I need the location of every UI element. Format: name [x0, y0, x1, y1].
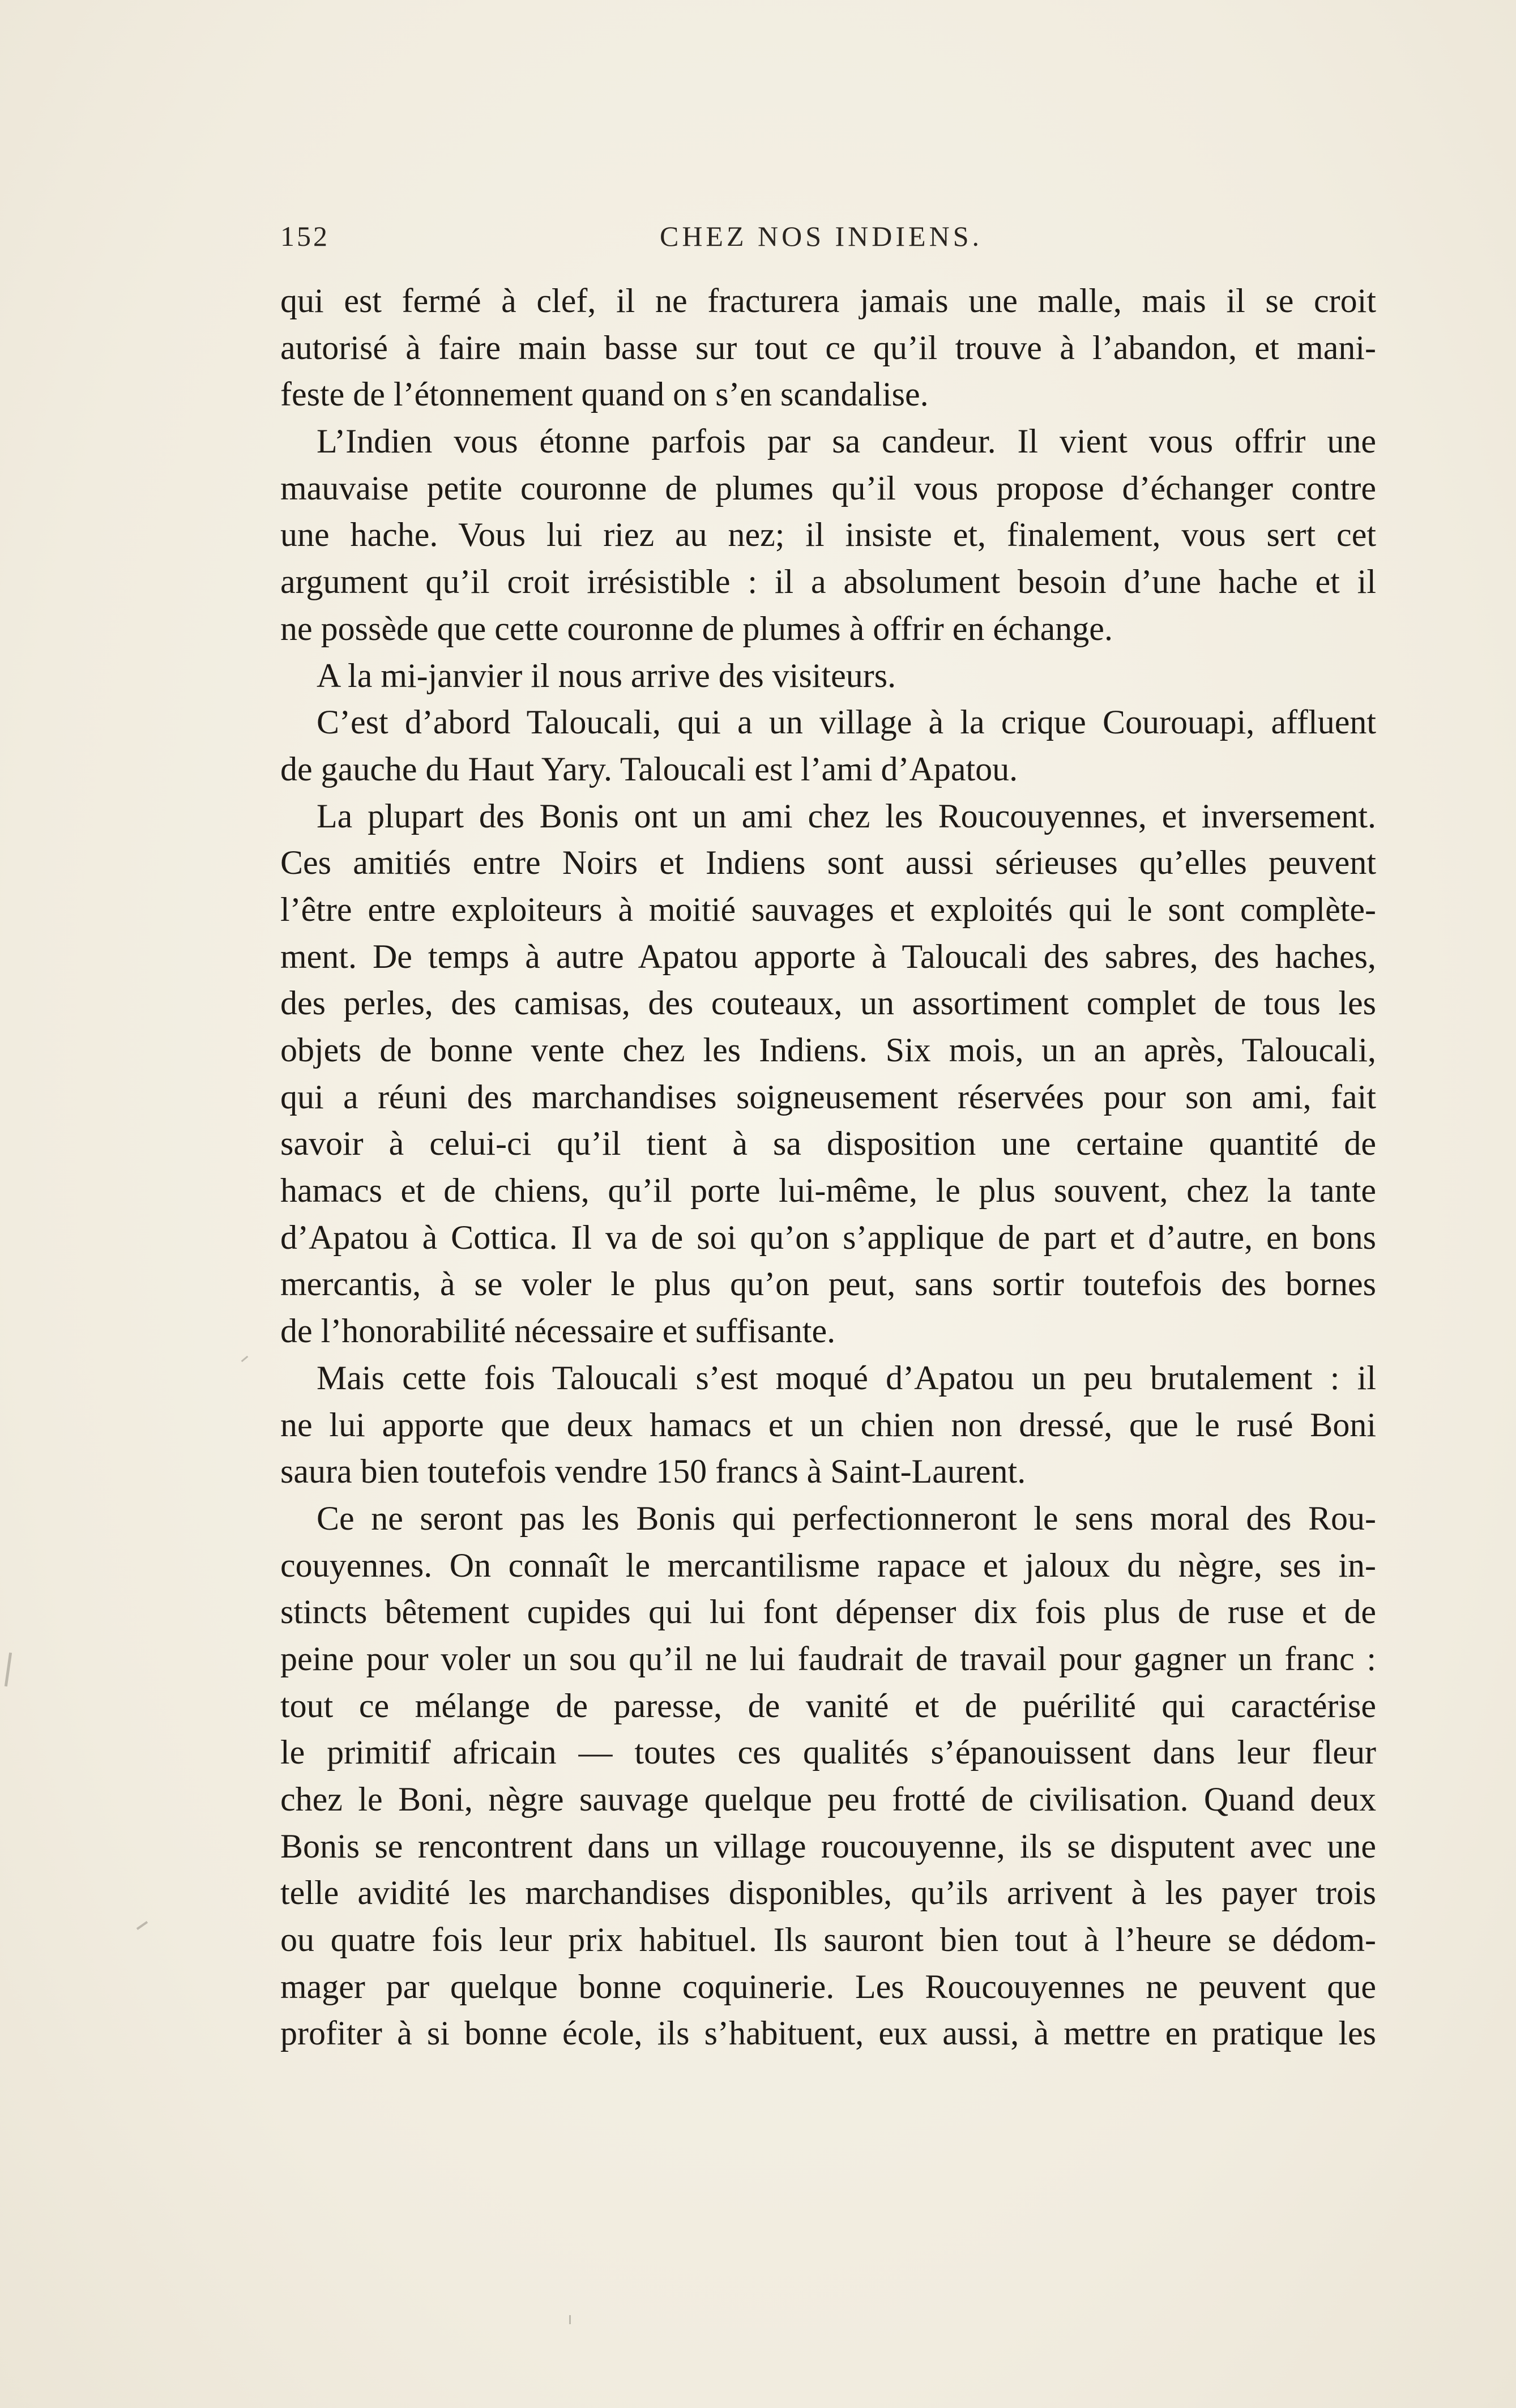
text-line: Ce ne seront pas les Bonis qui perfectionneront le sens moral des Rou-	[317, 1499, 1376, 1537]
text-line: mager par quelque bonne coquinerie. Les Roucouyennes ne peuvent que	[280, 1967, 1376, 2005]
text-line: ne lui apporte que deux hamacs et un chien non dressé, que le rusé Boni	[280, 1406, 1376, 1444]
text-line: La plupart des Bonis ont un ami chez les Roucouyennes, et inversement.	[317, 797, 1376, 835]
margin-speck	[136, 1921, 148, 1930]
margin-speck	[241, 1356, 249, 1362]
text-line: Bonis se rencontrent dans un village roucouyenne, ils se disputent avec une	[280, 1827, 1376, 1865]
text-line: de l’honorabilité nécessaire et suffisante.	[280, 1312, 836, 1350]
running-title: CHEZ NOS INDIENS.	[659, 220, 983, 252]
text-line: autorisé à faire main basse sur tout ce qu’il trouve à l’abandon, et mani-	[280, 328, 1376, 366]
text-line: telle avidité les marchandises disponibles, qu’ils arrivent à les payer trois	[280, 1874, 1376, 1912]
text-line: le primitif africain — toutes ces qualités s’épanouissent dans leur fleur	[280, 1734, 1376, 1771]
text-line: savoir à celui-ci qu’il tient à sa disposition une certaine quantité de	[280, 1125, 1376, 1163]
margin-speck	[5, 1653, 12, 1687]
text-line: Ces amitiés entre Noirs et Indiens sont aussi sérieuses qu’elles peuvent	[280, 844, 1376, 882]
text-line: saura bien toutefois vendre 150 francs à Saint-Laurent.	[280, 1453, 1026, 1491]
text-line: ne possède que cette couronne de plumes à offrir en échange.	[280, 609, 1113, 647]
running-head	[280, 220, 1376, 259]
text-line: C’est d’abord Taloucali, qui a un village à la crique Courouapi, affluent	[317, 703, 1376, 741]
text-line: ou quatre fois leur prix habituel. Ils sauront bien tout à l’heure se dédom-	[280, 1921, 1376, 1959]
text-line: peine pour voler un sou qu’il ne lui faudrait de travail pour gagner un franc :	[280, 1640, 1376, 1677]
text-line: l’être entre exploiteurs à moitié sauvages et exploités qui le sont complète-	[280, 890, 1376, 928]
text-line: ment. De temps à autre Apatou apporte à Taloucali des sabres, des haches,	[280, 937, 1376, 975]
text-line: objets de bonne vente chez les Indiens. Six mois, un an après, Taloucali,	[280, 1031, 1376, 1069]
text-line: des perles, des camisas, des couteaux, un assortiment complet de tous les	[280, 984, 1376, 1022]
text-line: L’Indien vous étonne parfois par sa candeur. Il vient vous offrir une	[317, 422, 1376, 460]
text-line: Mais cette fois Taloucali s’est moqué d’Apatou un peu brutalement : il	[317, 1359, 1376, 1397]
body-text	[280, 277, 1376, 2057]
text-line: d’Apatou à Cottica. Il va de soi qu’on s’applique de part et d’autre, en bons	[280, 1218, 1376, 1256]
text-line: feste de l’étonnement quand on s’en scandalise.	[280, 375, 929, 413]
text-line: profiter à si bonne école, ils s’habituent, eux aussi, à mettre en pratique les	[280, 2014, 1376, 2052]
text-line: qui a réuni des marchandises soigneusement réservées pour son ami, fait	[280, 1078, 1376, 1116]
text-line: hamacs et de chiens, qu’il porte lui-même, le plus souvent, chez la tante	[280, 1172, 1376, 1210]
text-line: argument qu’il croit irrésistible : il a absolument besoin d’une hache et il	[280, 563, 1376, 601]
page-number: 152	[280, 220, 330, 252]
text-line: stincts bêtement cupides qui lui font dépenser dix fois plus de ruse et de	[280, 1593, 1376, 1631]
text-line: mercantis, à se voler le plus qu’on peut, sans sortir toutefois des bornes	[280, 1265, 1376, 1303]
text-line: chez le Boni, nègre sauvage quelque peu frotté de civilisation. Quand deux	[280, 1781, 1376, 1818]
text-line: mauvaise petite couronne de plumes qu’il vous propose d’échanger contre	[280, 469, 1376, 507]
text-line: qui est fermé à clef, il ne fracturera jamais une malle, mais il se croit	[280, 282, 1376, 319]
margin-speck	[569, 2315, 571, 2324]
text-line: couyennes. On connaît le mercantilisme rapace et jaloux du nègre, ses in-	[280, 1546, 1376, 1584]
text-line: tout ce mélange de paresse, de vanité et de puérilité qui caractérise	[280, 1687, 1376, 1724]
text-line: de gauche du Haut Yary. Taloucali est l’ami d’Apatou.	[280, 750, 1018, 788]
text-line: A la mi-janvier il nous arrive des visiteurs.	[317, 656, 896, 694]
text-line: une hache. Vous lui riez au nez; il insiste et, finalement, vous sert cet	[280, 516, 1376, 554]
